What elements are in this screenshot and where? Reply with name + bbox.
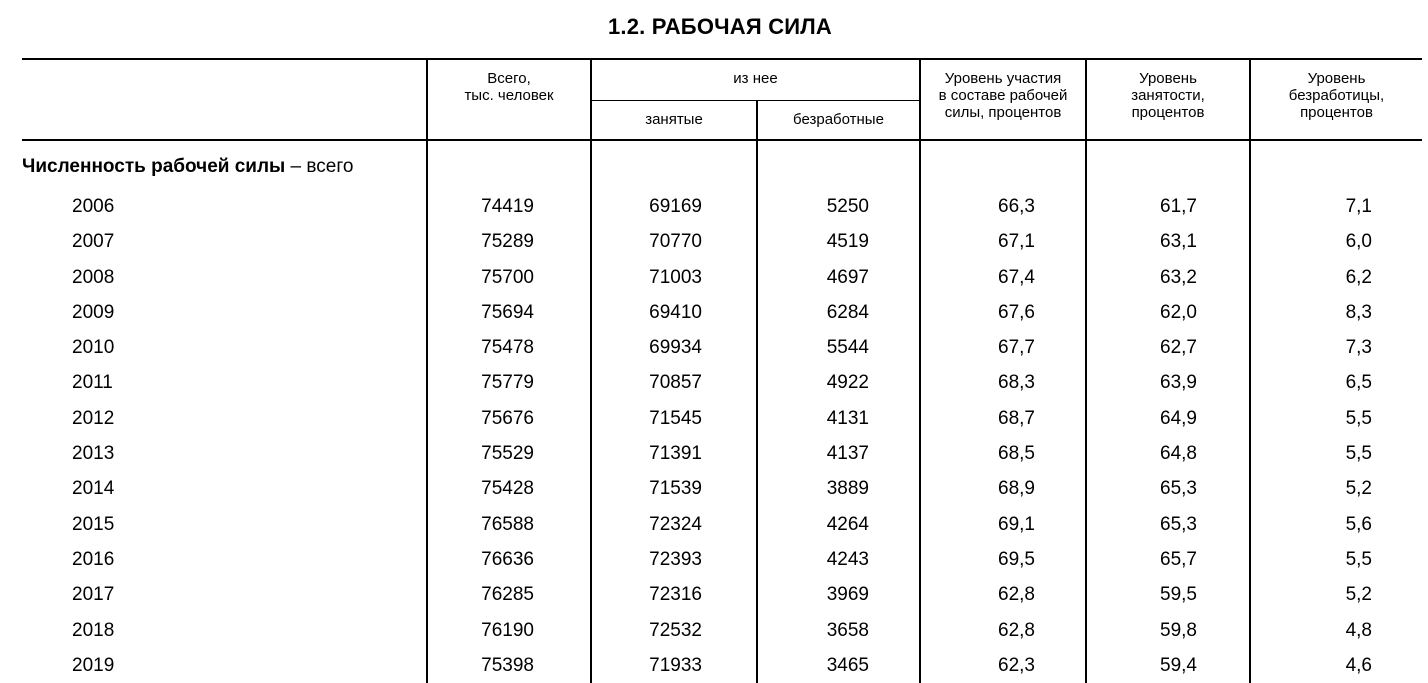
cell-unemployed: 4243 xyxy=(757,542,920,577)
cell-year: 2014 xyxy=(72,478,115,500)
section-empty-cell xyxy=(1250,140,1422,189)
cell-unemployment-rate: 6,5 xyxy=(1250,365,1422,400)
cell-employment-rate: 59,8 xyxy=(1086,613,1250,648)
cell-participation: 62,8 xyxy=(920,613,1086,648)
cell-year: 2018 xyxy=(72,619,115,641)
cell-unemployment-rate: 5,5 xyxy=(1250,436,1422,471)
cell-total: 75428 xyxy=(427,471,591,506)
header-participation-line1: Уровень участия xyxy=(944,70,1062,87)
table-row xyxy=(22,436,1422,471)
cell-employed: 72324 xyxy=(591,507,757,542)
header-label-cell xyxy=(22,59,427,140)
cell-unemployed: 6284 xyxy=(757,295,920,330)
table-row xyxy=(22,295,1422,330)
cell-total: 76588 xyxy=(427,507,591,542)
cell-year: 2008 xyxy=(72,266,115,288)
table-body xyxy=(22,140,1422,683)
cell-employment-rate: 65,7 xyxy=(1086,542,1250,577)
cell-unemployment-rate: 6,0 xyxy=(1250,224,1422,259)
cell-year: 2012 xyxy=(72,407,115,429)
cell-participation: 69,1 xyxy=(920,507,1086,542)
cell-unemployment-rate: 5,2 xyxy=(1250,471,1422,506)
cell-total: 76190 xyxy=(427,613,591,648)
cell-unemployed: 4264 xyxy=(757,507,920,542)
cell-employed: 71539 xyxy=(591,471,757,506)
cell-unemployed: 3658 xyxy=(757,613,920,648)
cell-unemployment-rate: 7,3 xyxy=(1250,330,1422,365)
cell-unemployment-rate: 5,5 xyxy=(1250,401,1422,436)
section-empty-cell xyxy=(920,140,1086,189)
cell-total: 75529 xyxy=(427,436,591,471)
cell-employment-rate: 59,4 xyxy=(1086,648,1250,683)
cell-year: 2009 xyxy=(72,301,115,323)
cell-participation: 69,5 xyxy=(920,542,1086,577)
header-employment-rate-line3: процентов xyxy=(1131,104,1205,121)
cell-year: 2016 xyxy=(72,548,115,570)
cell-participation: 67,6 xyxy=(920,295,1086,330)
cell-total: 76636 xyxy=(427,542,591,577)
cell-total: 75289 xyxy=(427,224,591,259)
cell-unemployed: 4697 xyxy=(757,260,920,295)
cell-employment-rate: 63,9 xyxy=(1086,365,1250,400)
section-label-rest: – всего xyxy=(285,156,354,177)
header-unemployment-rate-line1: Уровень xyxy=(1307,70,1366,87)
header-employment-rate xyxy=(1086,59,1250,140)
labor-force-table xyxy=(22,58,1422,683)
cell-unemployed: 4137 xyxy=(757,436,920,471)
section-row xyxy=(22,140,1422,189)
table-row xyxy=(22,542,1422,577)
cell-employment-rate: 61,7 xyxy=(1086,189,1250,224)
header-total xyxy=(427,59,591,140)
table-row xyxy=(22,189,1422,224)
cell-unemployed: 4922 xyxy=(757,365,920,400)
cell-total: 75398 xyxy=(427,648,591,683)
table-row xyxy=(22,471,1422,506)
cell-employment-rate: 64,9 xyxy=(1086,401,1250,436)
header-employment-rate-line2: занятости, xyxy=(1131,87,1205,104)
cell-total: 75779 xyxy=(427,365,591,400)
cell-total: 75676 xyxy=(427,401,591,436)
section-label-bold: Численность рабочей силы xyxy=(22,156,286,177)
cell-employed: 69410 xyxy=(591,295,757,330)
cell-unemployment-rate: 4,8 xyxy=(1250,613,1422,648)
cell-total: 76285 xyxy=(427,577,591,612)
cell-participation: 68,9 xyxy=(920,471,1086,506)
cell-participation: 67,7 xyxy=(920,330,1086,365)
cell-participation: 66,3 xyxy=(920,189,1086,224)
table-row xyxy=(22,330,1422,365)
cell-employed: 70770 xyxy=(591,224,757,259)
cell-year: 2010 xyxy=(72,337,115,359)
header-participation-line3: силы, процентов xyxy=(944,104,1062,121)
header-employment-rate-line1: Уровень xyxy=(1139,70,1197,87)
cell-total: 75478 xyxy=(427,330,591,365)
cell-employed: 72316 xyxy=(591,577,757,612)
cell-participation: 67,1 xyxy=(920,224,1086,259)
cell-unemployment-rate: 6,2 xyxy=(1250,260,1422,295)
cell-employed: 69169 xyxy=(591,189,757,224)
cell-employment-rate: 59,5 xyxy=(1086,577,1250,612)
table-row xyxy=(22,365,1422,400)
cell-employed: 72393 xyxy=(591,542,757,577)
header-employed: занятые xyxy=(591,100,757,140)
table-row xyxy=(22,224,1422,259)
header-unemployed: безработные xyxy=(757,100,920,140)
cell-participation: 67,4 xyxy=(920,260,1086,295)
header-participation-line2: в составе рабочей xyxy=(938,87,1068,104)
table-row xyxy=(22,507,1422,542)
header-unemployment-rate-line2: безработицы, xyxy=(1288,87,1385,104)
cell-employment-rate: 63,1 xyxy=(1086,224,1250,259)
cell-unemployment-rate: 5,2 xyxy=(1250,577,1422,612)
cell-unemployment-rate: 7,1 xyxy=(1250,189,1422,224)
cell-employed: 71003 xyxy=(591,260,757,295)
section-label xyxy=(22,140,427,189)
cell-employed: 71545 xyxy=(591,401,757,436)
cell-unemployed: 3889 xyxy=(757,471,920,506)
table-row xyxy=(22,260,1422,295)
table-row xyxy=(22,577,1422,612)
cell-year: 2019 xyxy=(72,654,115,676)
cell-employment-rate: 63,2 xyxy=(1086,260,1250,295)
cell-employment-rate: 65,3 xyxy=(1086,471,1250,506)
cell-employed: 72532 xyxy=(591,613,757,648)
header-total-line1: Всего, xyxy=(487,70,531,87)
section-empty-cell xyxy=(1086,140,1250,189)
header-total-line2: тыс. человек xyxy=(464,87,554,104)
table-row xyxy=(22,401,1422,436)
cell-total: 74419 xyxy=(427,189,591,224)
cell-employed: 71933 xyxy=(591,648,757,683)
page-title: 1.2. РАБОЧАЯ СИЛА xyxy=(607,14,833,39)
header-unemployment-rate xyxy=(1250,59,1422,140)
cell-unemployed: 5544 xyxy=(757,330,920,365)
cell-total: 75700 xyxy=(427,260,591,295)
cell-employment-rate: 65,3 xyxy=(1086,507,1250,542)
header-unemployment-rate-line3: процентов xyxy=(1300,104,1373,121)
cell-participation: 62,8 xyxy=(920,577,1086,612)
cell-year: 2017 xyxy=(72,584,115,606)
cell-employment-rate: 62,7 xyxy=(1086,330,1250,365)
table-row xyxy=(22,648,1422,683)
section-empty-cell xyxy=(757,140,920,189)
header-participation xyxy=(920,59,1086,140)
cell-unemployment-rate: 4,6 xyxy=(1250,648,1422,683)
cell-participation: 68,7 xyxy=(920,401,1086,436)
cell-total: 75694 xyxy=(427,295,591,330)
cell-year: 2007 xyxy=(72,231,115,253)
cell-unemployed: 3969 xyxy=(757,577,920,612)
header-of-which: из нее xyxy=(591,59,920,100)
cell-unemployed: 4519 xyxy=(757,224,920,259)
cell-participation: 68,3 xyxy=(920,365,1086,400)
cell-employed: 70857 xyxy=(591,365,757,400)
cell-participation: 68,5 xyxy=(920,436,1086,471)
cell-year: 2013 xyxy=(72,443,115,465)
cell-year: 2015 xyxy=(72,513,115,535)
cell-unemployed: 3465 xyxy=(757,648,920,683)
cell-unemployment-rate: 5,6 xyxy=(1250,507,1422,542)
cell-employment-rate: 62,0 xyxy=(1086,295,1250,330)
table-header xyxy=(22,59,1422,140)
cell-employed: 71391 xyxy=(591,436,757,471)
cell-unemployment-rate: 8,3 xyxy=(1250,295,1422,330)
section-empty-cell xyxy=(427,140,591,189)
cell-unemployed: 5250 xyxy=(757,189,920,224)
cell-year: 2006 xyxy=(72,196,115,217)
cell-participation: 62,3 xyxy=(920,648,1086,683)
section-empty-cell xyxy=(591,140,757,189)
cell-employed: 69934 xyxy=(591,330,757,365)
table-row xyxy=(22,613,1422,648)
cell-employment-rate: 64,8 xyxy=(1086,436,1250,471)
cell-unemployed: 4131 xyxy=(757,401,920,436)
cell-unemployment-rate: 5,5 xyxy=(1250,542,1422,577)
cell-year: 2011 xyxy=(72,372,113,394)
